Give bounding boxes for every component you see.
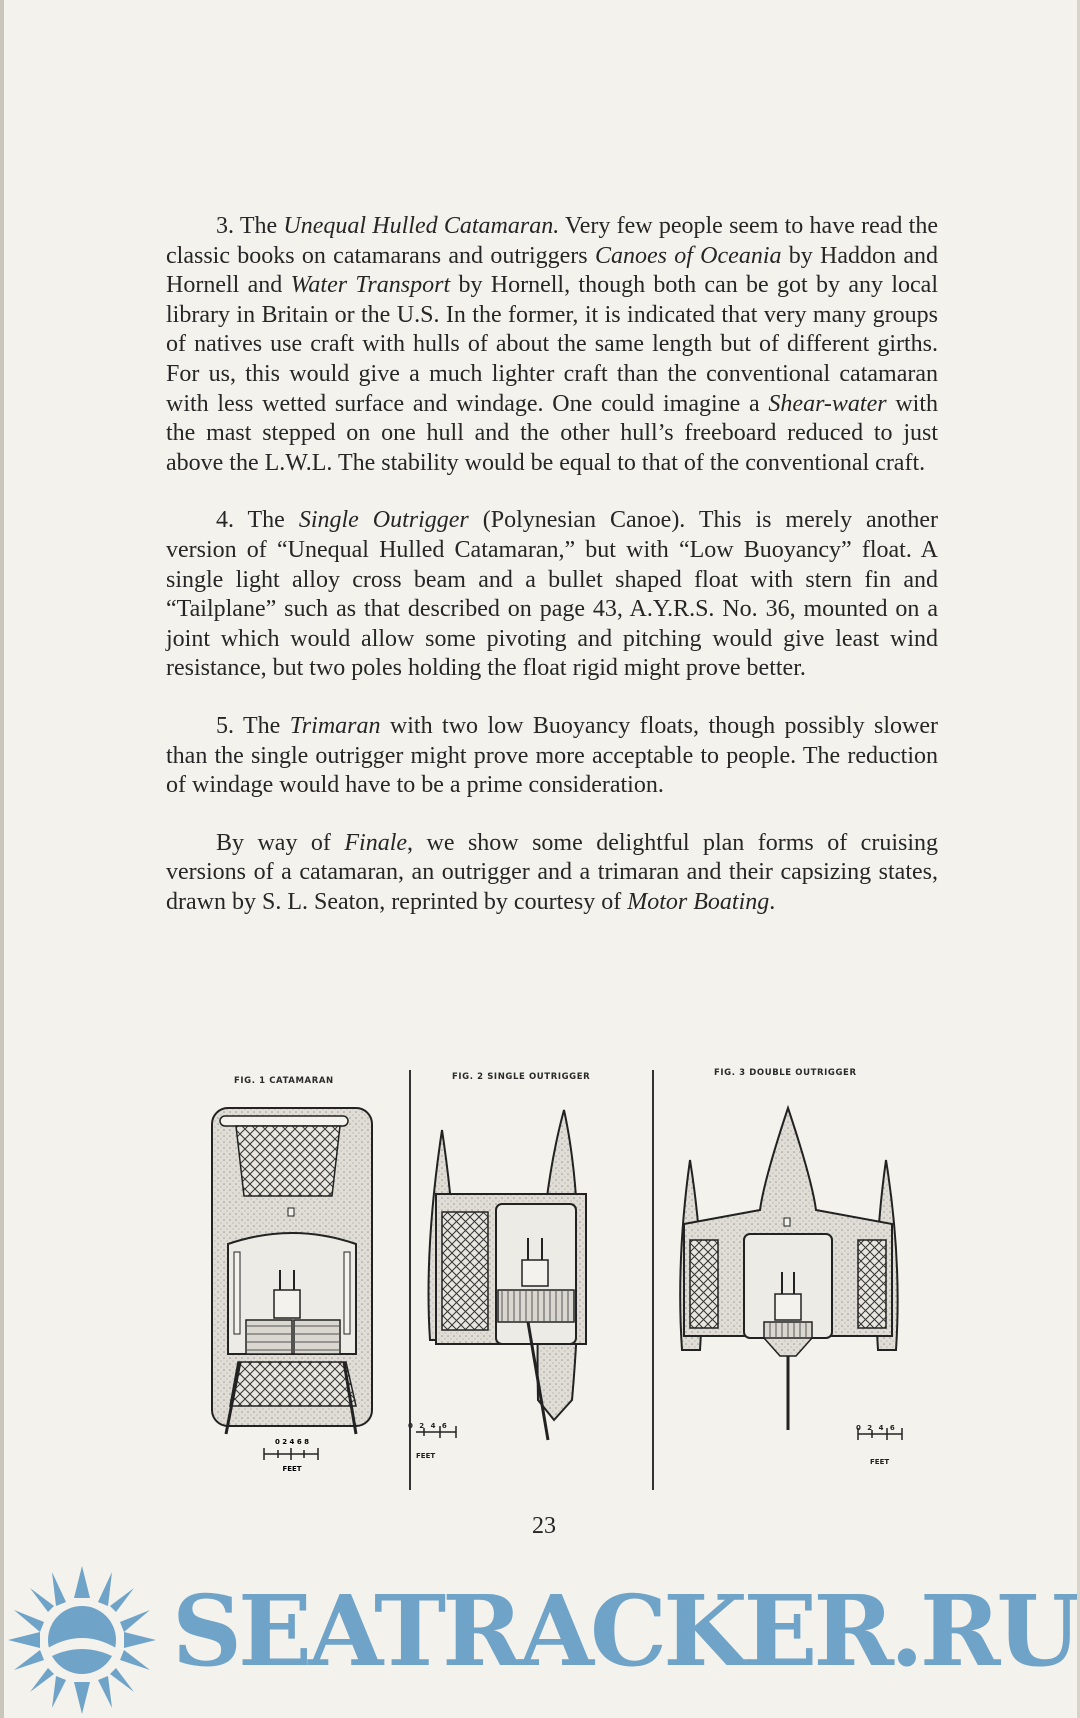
- figure-divider: [652, 1070, 654, 1490]
- fig1-scale-unit: FEET: [282, 1465, 302, 1473]
- single-outrigger-plan-drawing: [416, 1100, 646, 1500]
- fig3-caption: FIG. 3 DOUBLE OUTRIGGER: [714, 1068, 857, 1078]
- page-number: 23: [532, 1513, 556, 1539]
- sun-logo-icon: [4, 1562, 164, 1718]
- paragraph-4: 4. The Single Outrigger (Polynesian Canoe). This is merely another version of “Unequal Hulled Catamaran,” but with “Low Buoyancy” float. A single light alloy cross beam and a bullet shaped float with stern fin and “Tailplane” such as that described on page 43, A.Y.R.S. No. 36, mounted on a joint which would allow some pivoting and pitching would give least wind resistance, but two poles holding the float rigid might prove better.: [166, 507, 938, 682]
- catamaran-plan-drawing: [210, 1104, 380, 1504]
- fig3-scale-numbers: 0 2 4 6: [856, 1424, 897, 1432]
- fig2-scale-numbers: 0 2 4 6: [408, 1422, 449, 1430]
- fig2-scale-unit: FEET: [416, 1452, 436, 1460]
- watermark: [4, 1562, 1080, 1718]
- fig3-scale-unit: FEET: [870, 1458, 890, 1466]
- fig1-caption: FIG. 1 CATAMARAN: [234, 1076, 334, 1086]
- paragraph-5: 5. The Trimaran with two low Buoyancy floats, though possibly slower than the single outrigger might prove more acceptable to people. The reduction of windage would have to be a prime consideration.: [166, 712, 939, 799]
- paragraph-finale: By way of Finale, we show some delightful plan forms of cruising versions of a catamaran, an outrigger and a trimaran and their capsizing states, drawn by S. L. Seaton, reprinted by courtesy of Motor Boating.: [166, 829, 938, 915]
- figures-panel: [204, 1062, 944, 1502]
- fig1-scale-numbers: 0 2 4 6 8: [274, 1438, 310, 1446]
- paragraph-3: 3. The Unequal Hulled Catamaran. Very few people seem to have read the classic books on catamarans and outriggers Canoes of Oceania by Haddon and Hornell and Water Transport by Hornell, though both can be got by any local library in Britain or the U.S. In the former, it is indicated that very many groups of natives use craft with hulls of about the same length but of different girths. For us, this would give a much lighter craft than the conventional catamaran with less wetted surface and windage. One could imagine a Shear-water with the mast stepped on one hull and the other hull’s freeboard reduced to just above the L.W.L. The stability would be equal to that of the conventional craft.: [166, 213, 938, 476]
- fig2-caption: FIG. 2 SINGLE OUTRIGGER: [452, 1072, 591, 1082]
- body-text: [166, 212, 938, 945]
- watermark-text: SEATRACKER.RU: [172, 1574, 1078, 1688]
